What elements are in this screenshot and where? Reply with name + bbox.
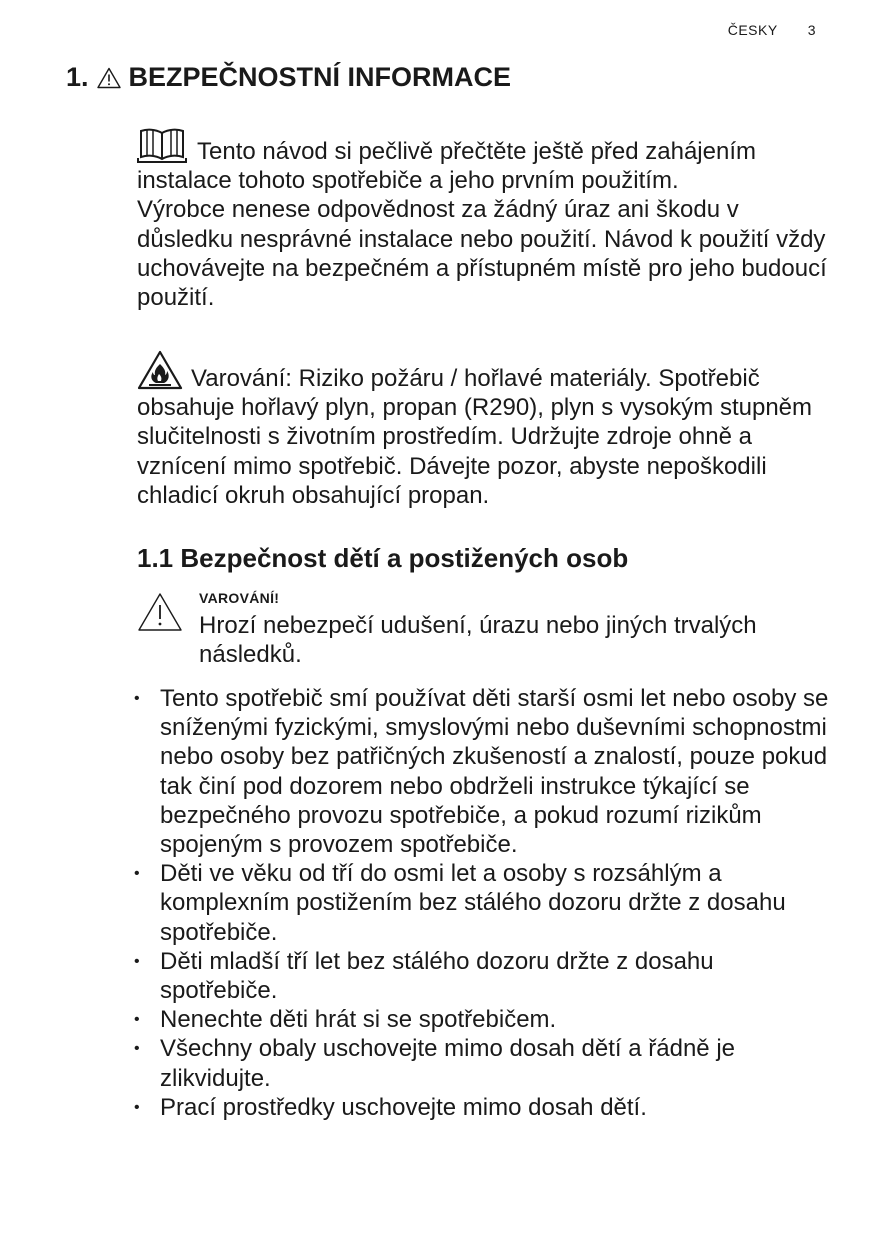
intro-block — [137, 125, 827, 312]
intro-text-2: Výrobce nenese odpovědnost za žádný úraz ani škodu v důsledku nesprávné instalace nebo použití. Návod k použití vždy uchovávejte na bezpečném a přístupném místě pro jeho budoucí použití. — [137, 196, 827, 312]
list-item — [131, 947, 831, 1005]
section-number: 1. — [66, 62, 89, 92]
intro-paragraph-1 — [137, 125, 827, 195]
list-item — [131, 1005, 831, 1034]
warning-text: Hrozí nebezpečí udušení, úrazu nebo jiných trvalých následků. — [199, 612, 757, 669]
language-label: ČESKY — [727, 22, 778, 38]
section-title: BEZPEČNOSTNÍ INFORMACE — [128, 62, 512, 92]
page-number: 3 — [807, 22, 816, 38]
bullet-dot: • — [134, 1011, 140, 1029]
list-item-text: Všechny obaly uschovejte mimo dosah dětí a řádně je zlikvidujte. — [160, 1035, 736, 1092]
list-item — [131, 1093, 831, 1122]
list-item — [131, 859, 831, 947]
intro-text-1: Tento návod si pečlivě přečtěte ještě před zahájením instalace tohoto spotřebiče a jeho prvním použitím. — [137, 138, 756, 195]
warning-label: VAROVÁNÍ! — [199, 590, 280, 606]
warning-triangle-icon — [137, 592, 183, 632]
list-item-text: Prací prostředky uschovejte mimo dosah dětí. — [160, 1093, 647, 1121]
list-item-text: Děti ve věku od tří do osmi let a osoby s rozsáhlým a komplexním postižením bez stálého dozoru držte z dosahu spotřebiče. — [160, 860, 786, 946]
flammable-warning-icon — [137, 350, 183, 390]
list-item — [131, 1034, 831, 1092]
bullet-dot: • — [134, 1040, 140, 1058]
bullet-list — [131, 684, 831, 1122]
section-heading — [66, 62, 511, 93]
fire-warning-body: Spotřebič obsahuje hořlavý plyn, propan (R290), plyn s vysokým stupněm slučitelnosti s životním prostředím. Udržujte zdroje ohně a vznícení mimo spotřebič. Dávejte pozor, abyste nepoškodili chladicí okruh obsahující propan. — [137, 365, 812, 509]
bullet-dot: • — [134, 865, 140, 883]
subsection-heading: 1.1 Bezpečnost dětí a postižených osob — [137, 543, 629, 573]
list-item-text: Tento spotřebič smí používat děti starší osmi let nebo osoby se sníženými fyzickými, smyslovými nebo duševními schopnostmi nebo osoby bez patřičných zkušeností a znalostí, pouze pokud tak činí pod dozorem nebo obdrželi instrukce týkající se bezpečného provozu spotřebiče, a pokud rozumí rizikům spojeným s provozem spotřebiče. — [160, 685, 829, 859]
fire-warning-block — [137, 350, 827, 510]
manual-book-icon — [137, 125, 187, 165]
warning-triangle-icon — [97, 67, 121, 89]
list-item — [131, 684, 831, 859]
list-item-text: Nenechte děti hrát si se spotřebičem. — [160, 1006, 557, 1034]
page-header — [728, 22, 816, 38]
bullet-dot: • — [134, 952, 140, 970]
fire-warning-paragraph — [137, 350, 827, 510]
bullet-dot: • — [134, 690, 140, 707]
list-item-text: Děti mladší tří let bez stálého dozoru držte z dosahu spotřebiče. — [160, 947, 714, 1005]
bullet-dot: • — [134, 1098, 140, 1116]
fire-warning-lead: Varování: Riziko požáru / hořlavé materiály. — [191, 365, 652, 392]
